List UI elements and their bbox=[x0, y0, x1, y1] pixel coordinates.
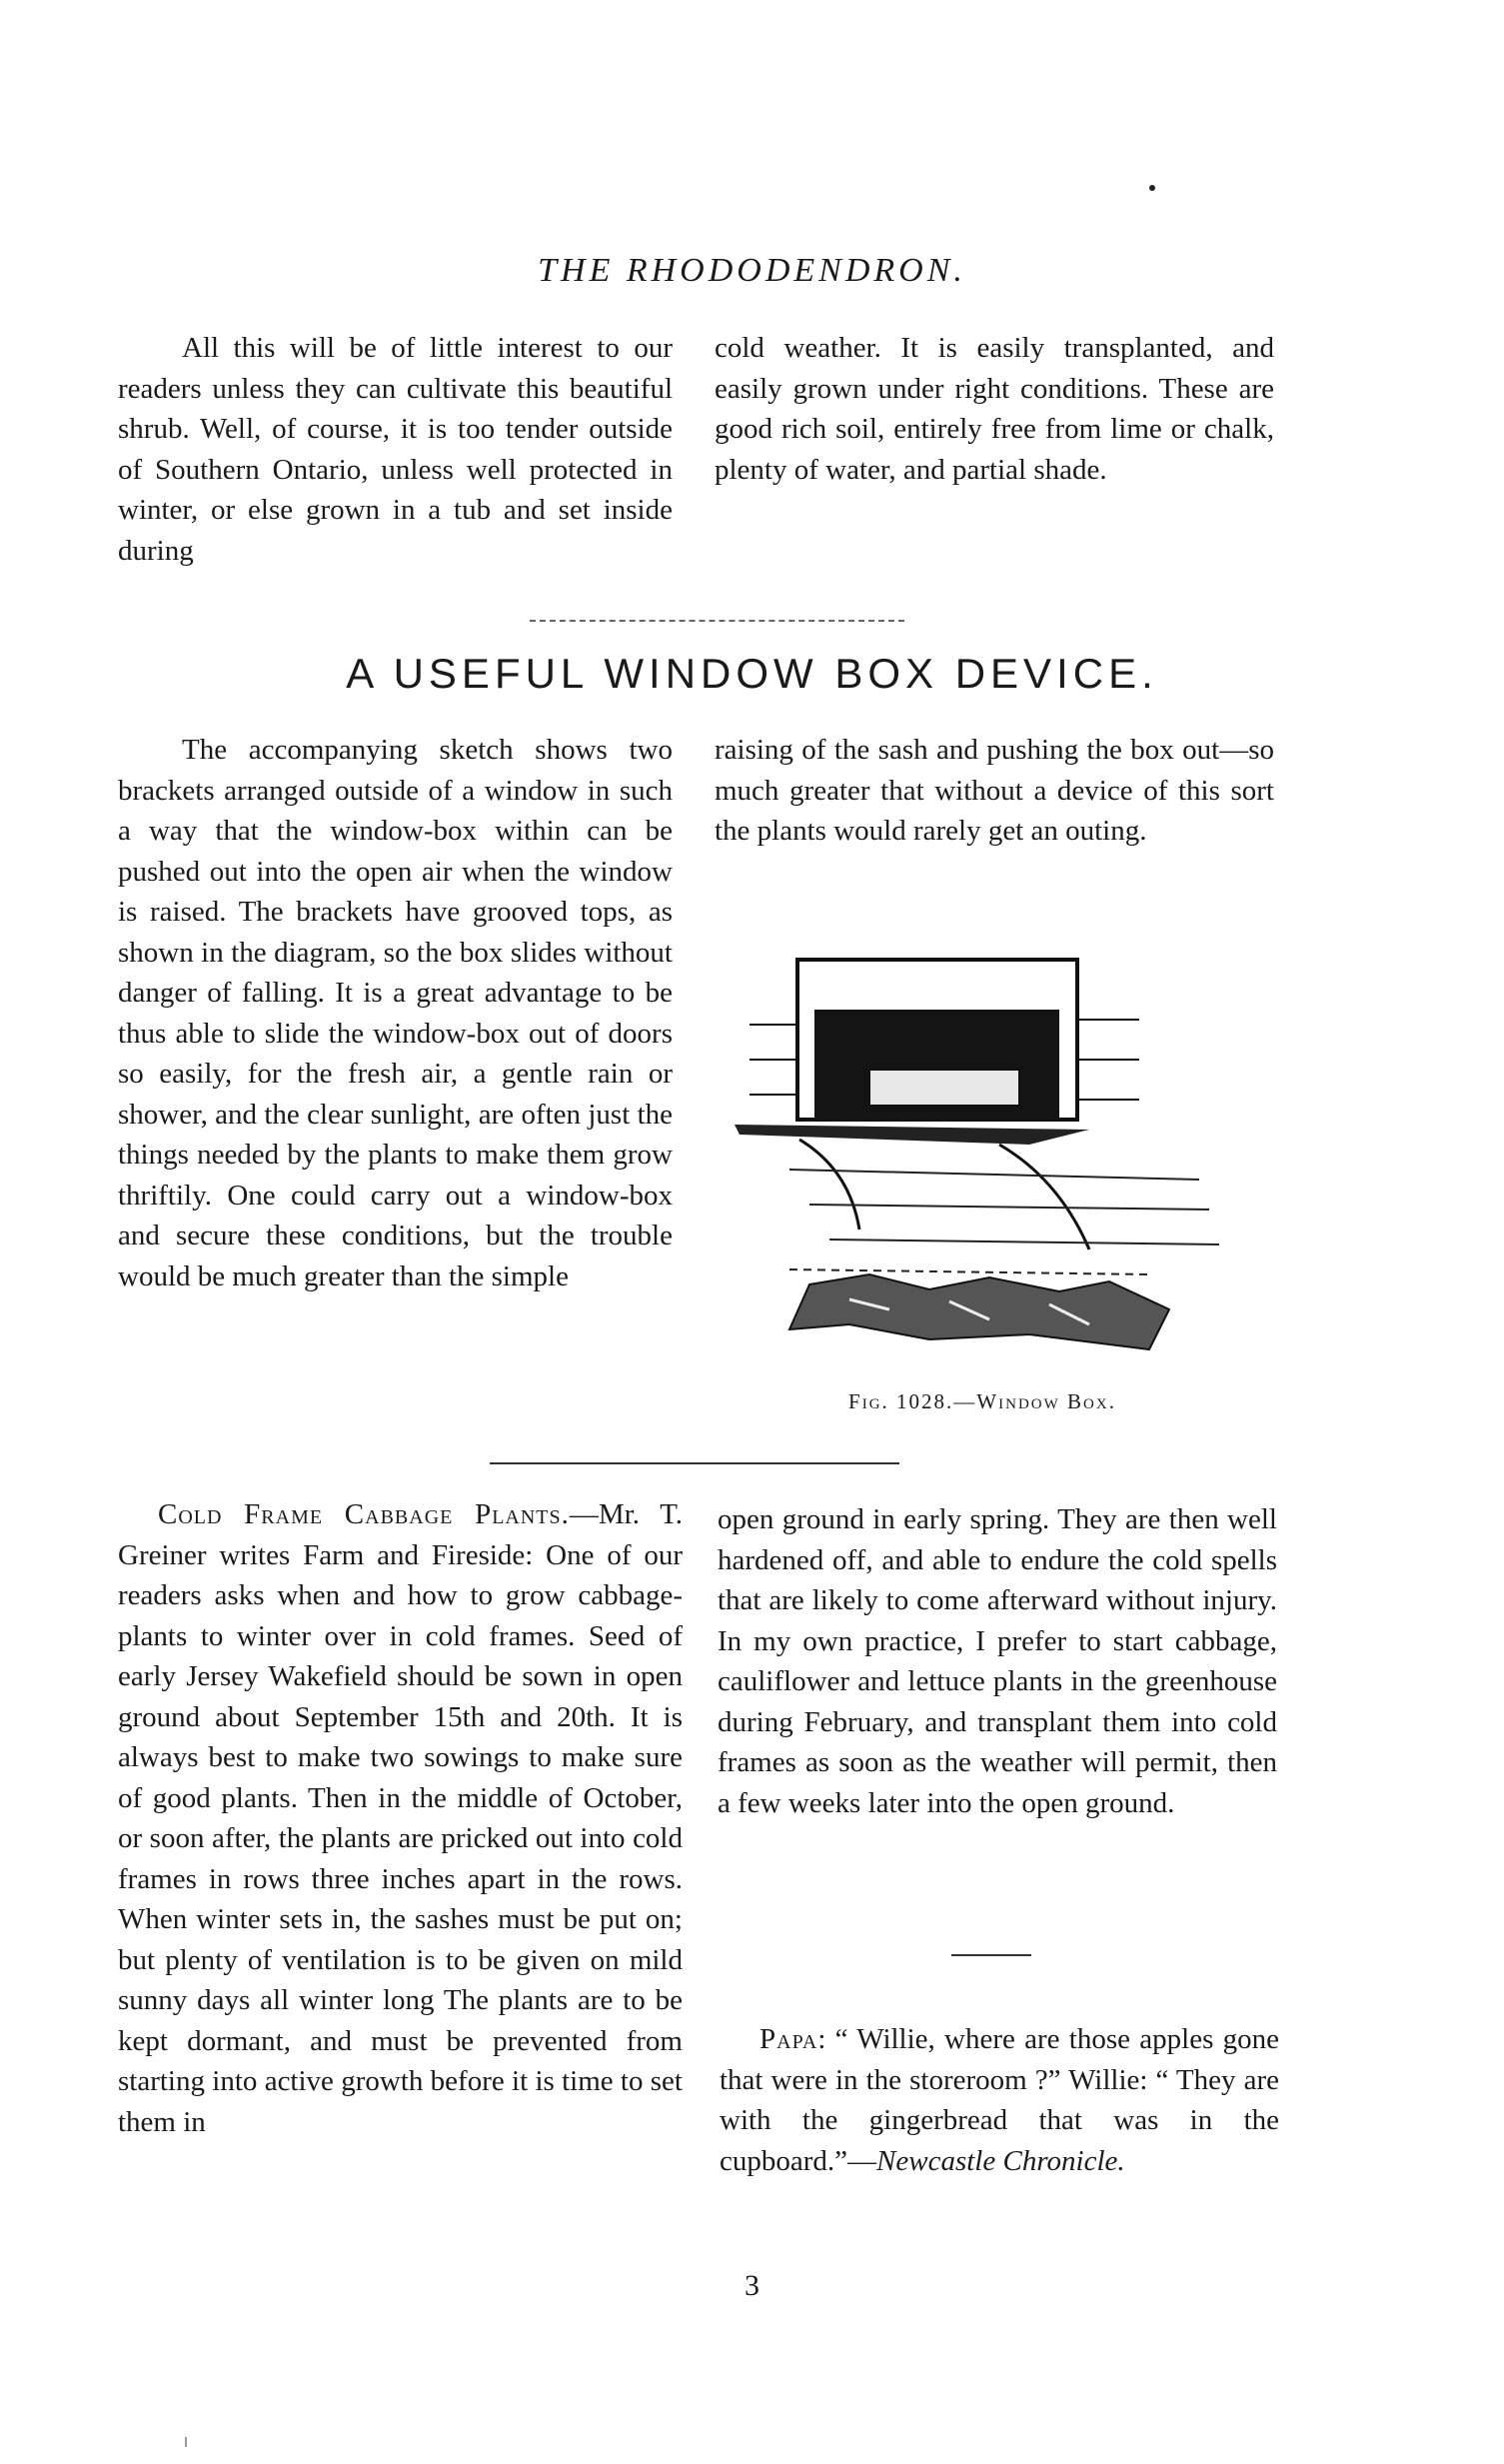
window-box-left-column bbox=[118, 730, 673, 1296]
joke-column bbox=[720, 2019, 1279, 2181]
joke-line-willie: : “ They are with the gingerbread that was in the cupboard.”— bbox=[720, 2063, 1279, 2177]
scan-mark bbox=[185, 2437, 187, 2447]
cabbage-left-column bbox=[118, 1494, 683, 2142]
rhododendron-left-text: All this will be of little interest to our readers unless they can cultivate this beautiful shrub. Well, of course, it is too tender outside of Southern Ontario, unless well protected in winter, or else grown in a tub and set inside during bbox=[118, 332, 673, 567]
window-box-left-text: The accompanying sketch shows two brackets arranged outside of a window in such a way that the window-box within can be pushed out into the open air when the window is raised. The brackets have grooved tops, as shown in the diagram, so the box slides without danger of falling. It is a great advantage to be thus able to slide the window-box out of doors so easily, for the fresh air, a gentle rain or shower, and the clear sunlight, are often just the things needed by the plants to make them grow thriftily. One could carry out a window-box and secure these conditions, but the trouble would be much greater than the simple bbox=[118, 734, 673, 1292]
section-divider bbox=[490, 1462, 899, 1464]
joke-speaker-papa: Papa bbox=[759, 2023, 818, 2055]
page-number: 3 bbox=[745, 2269, 759, 2302]
cabbage-left-text: —Mr. T. Greiner writes Farm and Fireside: One of our readers asks when and how to grow cabbage-plants to winter over in cold frames. Seed of early Jersey Wakefield should be sown in open ground about September 15th and 20th. It is always best to make two sowings to make sure of good plants. Then in the middle of October, or soon after, the plants are pricked out into cold frames in rows three inches apart in the rows. When winter sets in, the sashes must be put on; but plenty of ventilation is to be given on mild sunny days all winter long The plants are to be kept dormant, and must be prevented from starting into active growth before it is time to set them in bbox=[118, 1498, 684, 2138]
rhododendron-right-column bbox=[715, 328, 1274, 490]
window-box-right-column bbox=[715, 730, 1274, 852]
joke-speaker-willie: Willie bbox=[1068, 2063, 1140, 2096]
short-divider bbox=[951, 1954, 1031, 1956]
cabbage-heading: Cold Frame Cabbage Plants. bbox=[158, 1498, 570, 1530]
rhododendron-right-text: cold weather. It is easily transplanted, and easily grown under right conditions. These are good rich soil, entirely free from lime or chalk, plenty of water, and partial shade. bbox=[715, 332, 1274, 486]
section-divider bbox=[530, 620, 904, 622]
cabbage-right-column bbox=[718, 1499, 1277, 1823]
rhododendron-left-column bbox=[118, 328, 673, 571]
joke-source: Newcastle Chronicle. bbox=[876, 2144, 1125, 2177]
window-box-illustration bbox=[730, 930, 1249, 1369]
figure-caption: Fig. 1028.—Window Box. bbox=[848, 1389, 1116, 1413]
joke-line-papa: : “ Willie, where are those apples gone that were in the storeroom ?” bbox=[720, 2023, 1279, 2096]
running-head: THE RHODODENDRON. bbox=[538, 252, 966, 289]
window-box-right-text: raising of the sash and pushing the box out—so much greater that without a device of this sort the plants would rarely get an outing. bbox=[715, 734, 1274, 847]
section-title: A USEFUL WINDOW BOX DEVICE. bbox=[346, 650, 1158, 697]
cabbage-right-text: open ground in early spring. They are then well hardened off, and able to endure the cold spells that are likely to come afterward without injury. In my own practice, I prefer to start cabbage, cauliflower and lettuce plants in the greenhouse during February, and transplant them into cold frames as soon as the weather will permit, then a few weeks later into the open ground. bbox=[718, 1503, 1277, 1819]
stray-dot bbox=[1149, 185, 1155, 191]
